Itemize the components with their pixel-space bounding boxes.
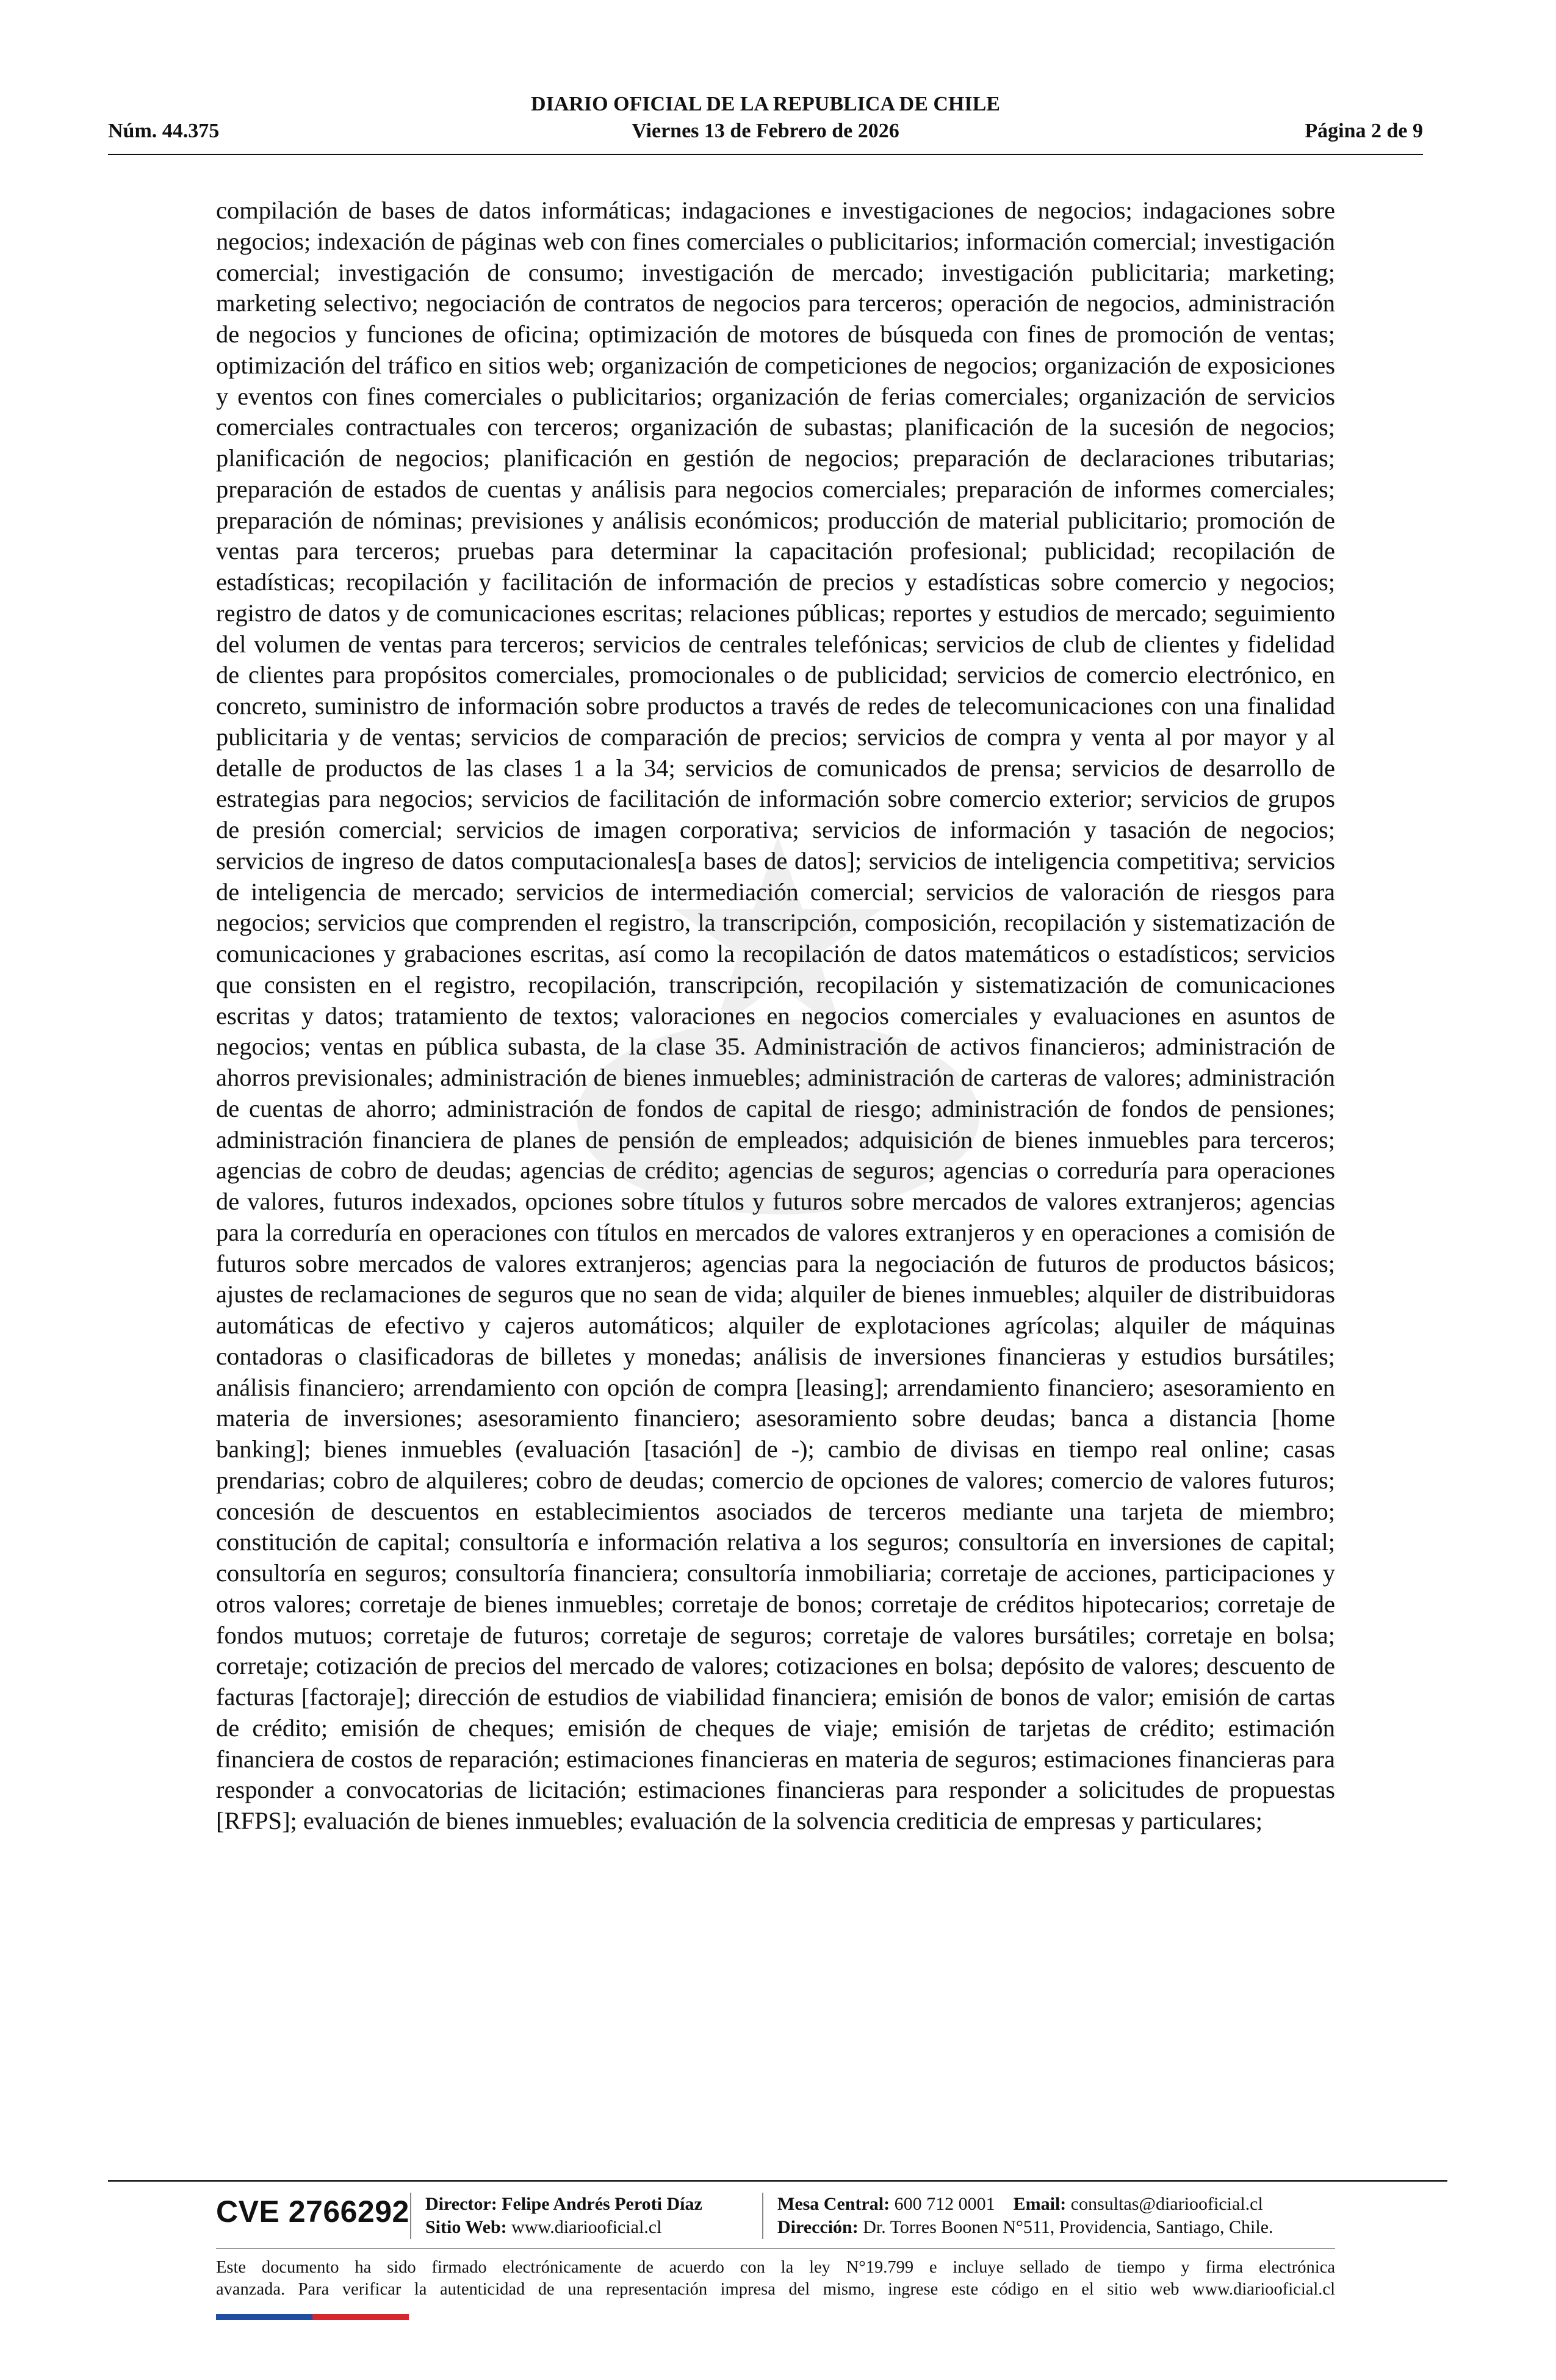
website-link[interactable]: www.diariooficial.cl xyxy=(511,2217,662,2237)
phone-label: Mesa Central: xyxy=(777,2194,890,2214)
address: Dr. Torres Boonen N°511, Providencia, Santiago, Chile. xyxy=(863,2217,1273,2237)
footer-divider xyxy=(108,2180,1447,2182)
footer-contact-block xyxy=(777,2193,1273,2239)
footer-separator xyxy=(762,2193,763,2239)
footer xyxy=(216,2188,1335,2244)
footer-separator xyxy=(410,2193,411,2239)
cve-code: CVE 2766292 xyxy=(216,2194,409,2229)
email-link[interactable]: consultas@diariooficial.cl xyxy=(1070,2194,1263,2214)
body-paragraph: compilación de bases de datos informáticas; indagaciones e investigaciones de negocios; indagaciones sobre negocios; indexación de páginas web con fines comerciales o publicitarios; información comercial; investigación comercial; investigación de consumo; investigación de mercado; investigación publicitaria; marketing; marketing selectivo; negociación de contratos de negocios para terceros; operación de negocios, administración de negocios y funciones de oficina; optimización de motores de búsqueda con fines de promoción de ventas; optimización del tráfico en sitios web; organización de competiciones de negocios; organización de exposiciones y eventos con fines comerciales o publicitarios; organización de ferias comerciales; organización de servicios comerciales contractuales con terceros; organización de subastas; planificación de la sucesión de negocios; planificación de negocios; planificación en gestión de negocios; preparación de declaraciones tributarias; preparación de estados de cuentas y análisis para negocios comerciales; preparación de informes comerciales; preparación de nóminas; previsiones y análisis económicos; producción de material publicitario; promoción de ventas para terceros; pruebas para determinar la capacitación profesional; publicidad; recopilación de estadísticas; recopilación y facilitación de información de precios y estadísticas sobre comercio y negocios; registro de datos y de comunicaciones escritas; relaciones públicas; reportes y estudios de mercado; seguimiento del volumen de ventas para terceros; servicios de centrales telefónicas; servicios de club de clientes y fidelidad de clientes para propósitos comerciales, promocionales o de publicidad; servicios de comercio electrónico, en concreto, suministro de información sobre productos a través de redes de telecomunicaciones con una finalidad publicitaria y de ventas; servicios de comparación de precios; servicios de compra y venta al por mayor y al detalle de productos de las clases 1 a la 34; servicios de comunicados de prensa; servicios de desarrollo de estrategias para negocios; servicios de facilitación de información sobre comercio exterior; servicios de grupos de presión comercial; servicios de imagen corporativa; servicios de información y tasación de negocios; servicios de ingreso de datos computacionales[a bases de datos]; servicios de inteligencia competitiva; servicios de inteligencia de mercado; servicios de intermediación comercial; servicios de valoración de riesgos para negocios; servicios que comprenden el registro, la transcripción, composición, recopilación y sistematización de comunicaciones y grabaciones escritas, así como la recopilación de datos matemáticos o estadísticos; servicios que consisten en el registro, recopilación, transcripción, recopilación y sistematización de comunicaciones escritas y datos; tratamiento de textos; valoraciones en negocios comerciales y evaluaciones en asuntos de negocios; ventas en pública subasta, de la clase 35. Administración de activos financieros; administración de ahorros previsionales; administración de bienes inmuebles; administración de carteras de valores; administración de cuentas de ahorro; administración de fondos de capital de riesgo; administración de fondos de pensiones; administración financiera de planes de pensión de empleados; adquisición de bienes inmuebles para terceros; agencias de cobro de deudas; agencias de crédito; agencias de seguros; agencias o correduría para operaciones de valores, futuros indexados, opciones sobre títulos y futuros sobre mercados de valores extranjeros; agencias para la correduría en operaciones con títulos en mercados de valores extranjeros y en operaciones a comisión de futuros sobre mercados de valores extranjeros; agencias para la negociación de futuros de productos básicos; ajustes de reclamaciones de seguros que no sean de vida; alquiler de bienes inmuebles; alquiler de distribuidoras automáticas de efectivo y cajeros automáticos; alquiler de explotaciones agrícolas; alquiler de máquinas contadoras o clasificadoras de billetes y monedas; análisis de inversiones financieras y estudios bursátiles; análisis financiero; arrendamiento con opción de compra [leasing]; arrendamiento financiero; asesoramiento en materia de inversiones; asesoramiento financiero; asesoramiento sobre deudas; banca a distancia [home banking]; bienes inmuebles (evaluación [tasación] de -); cambio de divisas en tiempo real online; casas prendarias; cobro de alquileres; cobro de deudas; comercio de opciones de valores; comercio de valores futuros; concesión de descuentos en establecimientos asociados de terceros mediante una tarjeta de miembro; constitución de capital; consultoría e información relativa a los seguros; consultoría en inversiones de capital; consultoría en seguros; consultoría financiera; consultoría inmobiliaria; corretaje de acciones, participaciones y otros valores; corretaje de bienes inmuebles; corretaje de bonos; corretaje de créditos hipotecarios; corretaje de fondos mutuos; corretaje de futuros; corretaje de seguros; corretaje de valores bursátiles; corretaje en bolsa; corretaje; cotización de precios del mercado de valores; cotizaciones en bolsa; depósito de valores; descuento de facturas [factoraje]; dirección de estudios de viabilidad financiera; emisión de bonos de valor; emisión de cartas de crédito; emisión de cheques; emisión de cheques de viaje; emisión de tarjetas de crédito; estimación financiera de costos de reparación; estimaciones financieras en materia de seguros; estimaciones financieras para responder a convocatorias de licitación; estimaciones financieras para responder a solicitudes de propuestas [RFPS]; evaluación de bienes inmuebles; evaluación de la solvencia crediticia de empresas y particulares; xyxy=(216,197,1335,1834)
footer-inner-divider xyxy=(216,2248,1335,2249)
phone-number: 600 712 0001 xyxy=(894,2194,995,2214)
legal-notice xyxy=(216,2257,1335,2301)
issue-date: Viernes 13 de Febrero de 2026 xyxy=(632,120,899,142)
page-header xyxy=(108,93,1423,160)
legal-notice-line: avanzada. Para verificar la autenticidad de una representación impresa del mismo, ingrese este código en el sitio web www.diariooficial.cl xyxy=(216,2280,1335,2299)
address-label: Dirección: xyxy=(777,2217,859,2237)
director-name: Felipe Andrés Peroti Díaz xyxy=(502,2194,702,2214)
page-number: Página 2 de 9 xyxy=(1305,120,1423,142)
flag-red-band xyxy=(312,2314,409,2320)
header-divider xyxy=(108,154,1423,155)
footer-director-block xyxy=(425,2193,702,2239)
legal-notice-line: Este documento ha sido firmado electrónicamente de acuerdo con la ley N°19.799 e incluye sellado de tiempo y firma electrónica xyxy=(216,2258,1335,2277)
website-label: Sitio Web: xyxy=(425,2217,507,2237)
issue-number: Núm. 44.375 xyxy=(108,120,220,142)
flag-stripe xyxy=(216,2314,409,2320)
director-label: Director: xyxy=(425,2194,497,2214)
publication-title: DIARIO OFICIAL DE LA REPUBLICA DE CHILE xyxy=(531,93,1000,115)
flag-blue-band xyxy=(216,2314,312,2320)
email-label: Email: xyxy=(1013,2194,1067,2214)
